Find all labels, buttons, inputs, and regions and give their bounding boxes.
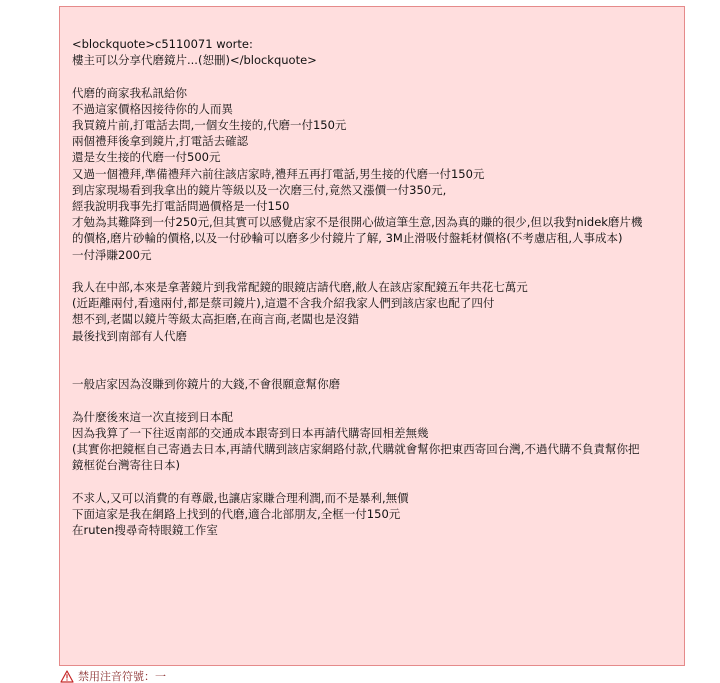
post-line: 因為我算了一下往返南部的交通成本跟寄到日本再請代購寄回相差無幾 xyxy=(72,425,429,440)
post-line: 鏡框從台灣寄往日本) xyxy=(72,458,180,473)
post-line: 才勉為其難降到一付250元,但其實可以感覺店家不是很開心做這筆生意,因為真的賺的很少,但以我對nidek磨片機 xyxy=(72,215,643,230)
post-line xyxy=(72,263,674,279)
post-line xyxy=(72,344,674,360)
post-line: 想不到,老闆以鏡片等級太高拒磨,在商言商,老闆也是沒錯 xyxy=(72,312,359,327)
post-line: 經我說明我事先打電話問過價格是一付150 xyxy=(72,199,290,214)
post-line: 代磨的商家我私訊給你 xyxy=(72,85,187,100)
post-editor-textarea[interactable] xyxy=(59,6,685,666)
footer-notice xyxy=(60,670,166,683)
post-line: (近距離兩付,看遠兩付,都是蔡司鏡片),這還不含我介紹我家人們到該店家也配了四付 xyxy=(72,296,495,311)
post-line: 樓主可以分享代磨鏡片...(恕刪)</blockquote> xyxy=(72,53,317,68)
post-line: 為什麼後來這一次直接到日本配 xyxy=(72,409,233,424)
post-line xyxy=(72,473,674,489)
post-line xyxy=(72,392,674,408)
post-line: 不求人,又可以消費的有尊嚴,也讓店家賺合理利潤,而不是暴利,無價 xyxy=(72,490,409,505)
post-line xyxy=(72,360,674,376)
warning-triangle-icon xyxy=(60,670,74,683)
post-line xyxy=(72,68,674,84)
post-line: 到店家現場看到我拿出的鏡片等級以及一次磨三付,竟然又漲價一付350元, xyxy=(72,182,447,197)
post-line: 不過這家價格因接待你的人而異 xyxy=(72,101,233,116)
post-line: 又過一個禮拜,準備禮拜六前往該店家時,禮拜五再打電話,男生接的代磨一付150元 xyxy=(72,166,485,181)
post-line: 一般店家因為沒賺到你鏡片的大錢,不會很願意幫你磨 xyxy=(72,377,341,392)
post-line: 我買鏡片前,打電話去問,一個女生接的,代磨一付150元 xyxy=(72,118,347,133)
post-line: 一付淨賺200元 xyxy=(72,247,152,262)
post-line: 我人在中部,本來是拿著鏡片到我常配鏡的眼鏡店請代磨,敝人在該店家配鏡五年共花七萬元 xyxy=(72,280,528,295)
post-line: 還是女生接的代磨一付500元 xyxy=(72,150,221,165)
post-content xyxy=(72,36,674,538)
post-line: 下面這家是我在網路上找到的代磨,適合北部朋友,全框一付150元 xyxy=(72,506,401,521)
post-line: 的價格,磨片砂輪的價格,以及一付砂輪可以磨多少付鏡片了解, 3M止滑吸付盤耗材價格(不考慮店租,人事成本) xyxy=(72,231,623,246)
footer-notice-text: 禁用注音符號：一 xyxy=(78,670,166,683)
post-line: (其實你把鏡框自己寄過去日本,再請代購到該店家網路付款,代購就會幫你把東西寄回台灣,不過代購不負責幫你把 xyxy=(72,442,640,457)
post-line: 最後找到南部有人代磨 xyxy=(72,328,187,343)
post-line: <blockquote>c5110071 worte: xyxy=(72,37,253,51)
post-line: 兩個禮拜後拿到鏡片,打電話去確認 xyxy=(72,134,249,149)
post-line: 在ruten搜尋奇特眼鏡工作室 xyxy=(72,523,218,538)
